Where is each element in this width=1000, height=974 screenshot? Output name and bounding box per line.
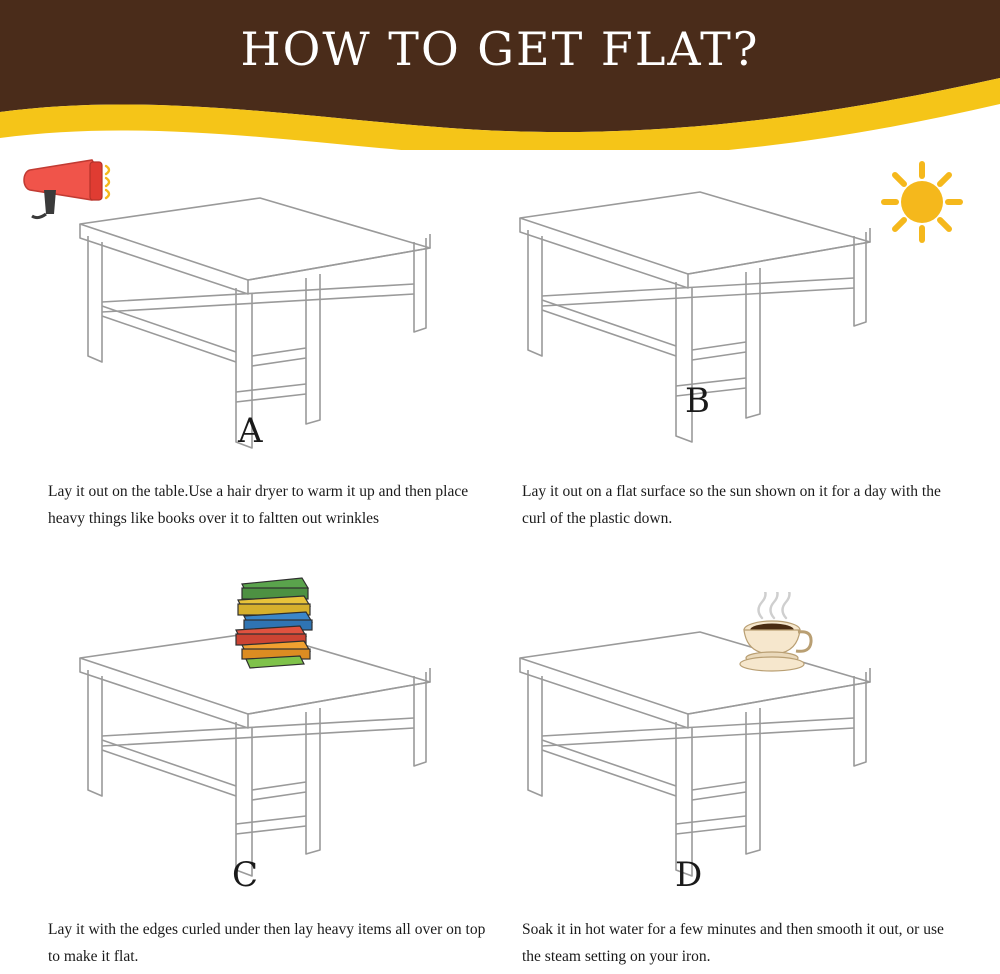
panel-letter-d: D xyxy=(675,855,703,895)
instruction-panel-c xyxy=(10,570,490,970)
instruction-panel-b xyxy=(500,156,980,556)
panel-letter-c: C xyxy=(232,855,259,895)
panel-caption-d: Soak it in hot water for a few minutes and then smooth it out, or use the steam setting on your iron. xyxy=(522,921,944,966)
sun-icon xyxy=(872,152,972,252)
header-banner xyxy=(0,0,1000,150)
instruction-panels xyxy=(0,150,1000,974)
instruction-panel-d xyxy=(500,570,980,970)
instruction-panel-a xyxy=(10,156,490,556)
panel-caption-a: Lay it out on the table.Use a hair dryer to warm it up and then place heavy things like books over it to faltten out wrinkles xyxy=(48,483,469,528)
panel-caption-c: Lay it with the edges curled under then lay heavy items all over on top to make it flat. xyxy=(48,921,486,966)
panel-letter-a: A xyxy=(238,411,263,451)
panel-letter-b: B xyxy=(685,381,710,421)
panel-caption-b: Lay it out on a flat surface so the sun shown on it for a day with the curl of the plastic down. xyxy=(522,483,941,528)
coffee-cup-icon xyxy=(718,592,828,682)
hair-dryer-icon xyxy=(18,148,138,228)
stack-of-books-icon xyxy=(220,570,330,670)
page-title: HOW TO GET FLAT? xyxy=(240,22,760,76)
